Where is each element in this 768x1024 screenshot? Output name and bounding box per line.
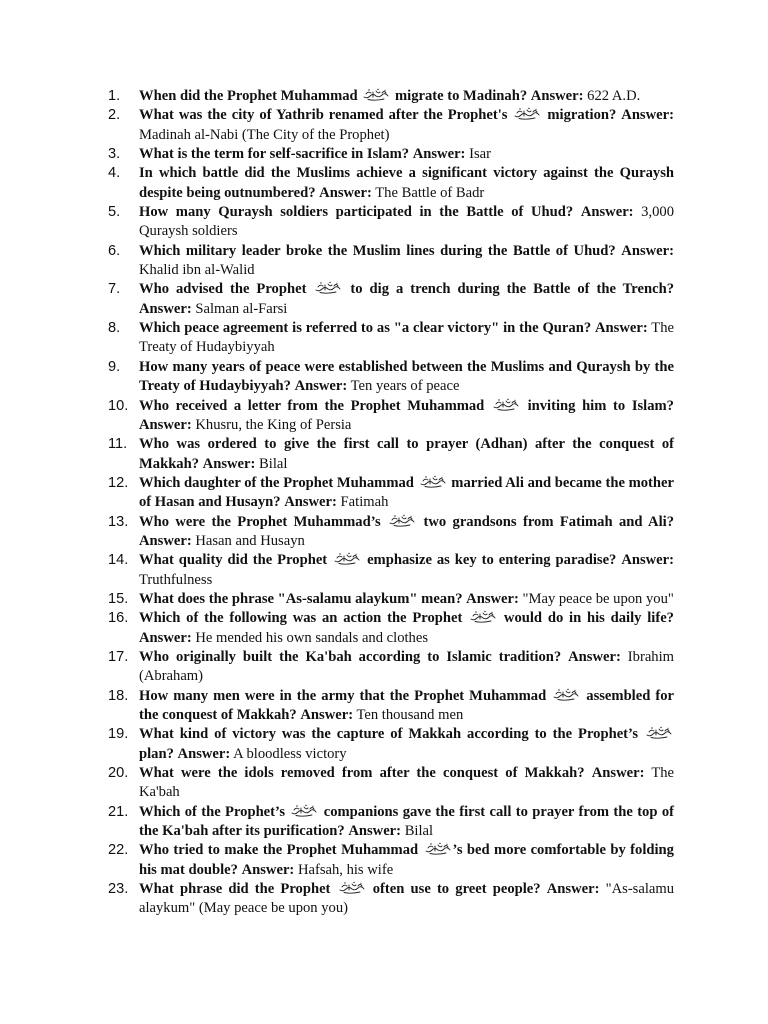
answer-text: A bloodless victory — [233, 745, 347, 762]
answer-text: 622 A.D. — [587, 88, 641, 104]
list-item — [108, 648, 674, 687]
answer-text: Hafsah, his wife — [297, 861, 394, 878]
item-number: 15. — [108, 590, 129, 607]
question-text: emphasize as key to entering paradise? — [367, 552, 617, 569]
question-text: Which of the Prophet’s — [139, 803, 286, 820]
item-number: 14. — [108, 552, 129, 569]
question-text: assembled for the conquest of Makkah? — [139, 687, 674, 723]
item-number: 19. — [108, 726, 129, 743]
item-number: 21. — [108, 803, 129, 820]
list-item — [108, 513, 674, 552]
question-text: Which peace agreement is referred to as "a clear victory" in the Quran? — [139, 320, 592, 337]
item-number: 20. — [108, 765, 129, 782]
answer-text: Ten years of peace — [350, 378, 460, 395]
answer-text: Ten thousand men — [356, 707, 464, 723]
question-text: married Ali and became the mother of Hasan and Husayn? — [139, 474, 674, 511]
answer-text: He mended his own sandals and clothes — [195, 629, 428, 646]
salawat-icon — [492, 398, 520, 411]
question-text: to dig a trench during the Battle of the Trench? — [350, 281, 674, 298]
question-text: would do in his daily life? — [503, 610, 674, 627]
list-item — [108, 609, 674, 648]
item-number: 7. — [108, 281, 121, 298]
answer-label: Answer: — [594, 320, 648, 337]
item-number: 16. — [108, 610, 129, 627]
question-text: When did the Prophet Muhammad — [139, 88, 358, 104]
item-number: 2. — [108, 107, 121, 124]
answer-label: Answer: — [621, 552, 675, 569]
item-number: 5. — [108, 204, 121, 221]
question-text: migrate to Madinah? — [394, 88, 528, 104]
salawat-icon — [333, 552, 361, 565]
salawat-icon — [338, 881, 366, 894]
question-text: Who were the Prophet Muhammad’s — [139, 513, 381, 530]
answer-text: Khalid ibn al-Walid — [139, 262, 255, 279]
item-number: 9. — [108, 358, 121, 375]
question-text: In which battle did the Muslims achieve a significant victory against the Quraysh despite being outnumbered? — [139, 165, 674, 201]
list-item — [108, 803, 674, 842]
list-item — [108, 764, 674, 803]
question-text: two grandsons from Fatimah and Ali? — [423, 513, 674, 530]
answer-text: Bilal — [259, 455, 288, 472]
answer-label: Answer: — [139, 416, 192, 433]
answer-text: The Battle of Badr — [375, 184, 485, 201]
question-text: What phrase did the Prophet — [139, 881, 331, 898]
answer-label: Answer: — [241, 861, 295, 878]
answer-label: Answer: — [530, 88, 584, 104]
item-number: 18. — [108, 687, 129, 704]
answer-text: Fatimah — [340, 494, 389, 511]
question-text: Who originally built the Ka'bah according to Islamic tradition? — [139, 648, 562, 665]
question-text: ’s bed more comfortable by folding his mat double? — [139, 842, 674, 878]
list-item — [108, 880, 674, 919]
salawat-icon — [362, 88, 390, 101]
answer-text: The Ka'bah — [139, 765, 675, 801]
answer-label: Answer: — [591, 765, 645, 782]
list-item — [108, 145, 674, 164]
question-text: What kind of victory was the capture of Makkah according to the Prophet’s — [139, 726, 639, 743]
list-item — [108, 590, 674, 609]
answer-label: Answer: — [466, 590, 519, 607]
question-text: What does the phrase "As-salamu alaykum" mean? — [139, 590, 463, 607]
answer-text: "May peace be upon you" — [522, 590, 674, 607]
item-number: 3. — [108, 146, 121, 163]
answer-label: Answer: — [139, 629, 192, 646]
item-number: 8. — [108, 320, 121, 337]
question-text: What is the term for self-sacrifice in Islam? — [139, 146, 410, 163]
answer-label: Answer: — [294, 378, 348, 395]
question-text: Which of the following was an action the Prophet — [139, 610, 463, 627]
question-text: How many Quraysh soldiers participated in the Battle of Uhud? — [139, 204, 574, 221]
item-number: 1. — [108, 88, 121, 104]
salawat-icon — [469, 610, 497, 623]
item-number: 12. — [108, 474, 129, 491]
question-text: migration? — [547, 107, 617, 124]
list-item — [108, 725, 674, 764]
question-text: What was the city of Yathrib renamed after the Prophet's — [139, 107, 508, 124]
salawat-icon — [314, 281, 342, 294]
question-text: How many years of peace were established between the Muslims and Quraysh by the Treaty of Hudaybiyyah? — [139, 358, 674, 395]
answer-label: Answer: — [139, 532, 192, 549]
question-text: Who was ordered to give the first call to prayer (Adhan) after the conquest of Makkah? — [139, 436, 674, 472]
list-item — [108, 203, 674, 242]
item-number: 6. — [108, 242, 121, 259]
answer-label: Answer: — [177, 745, 231, 762]
salawat-icon — [290, 804, 318, 817]
list-item — [108, 474, 674, 513]
item-number: 22. — [108, 842, 129, 859]
answer-label: Answer: — [546, 881, 600, 898]
question-text: companions gave the first call to prayer from the top of the Ka'bah after its purification? — [139, 803, 674, 840]
item-number: 4. — [108, 165, 121, 182]
list-item — [108, 551, 674, 590]
list-item — [108, 358, 674, 397]
question-text: Which military leader broke the Muslim lines during the Battle of Uhud? — [139, 242, 616, 259]
question-text: often use to greet people? — [372, 881, 541, 898]
list-item — [108, 280, 674, 319]
salawat-icon — [552, 688, 580, 701]
answer-text: Salman al-Farsi — [195, 300, 288, 317]
question-text: Who received a letter from the Prophet Muhammad — [139, 397, 485, 414]
answer-label: Answer: — [202, 455, 256, 472]
list-item — [108, 687, 674, 726]
answer-text: Bilal — [404, 823, 434, 840]
answer-label: Answer: — [568, 648, 621, 665]
answer-text: Ibrahim (Abraham) — [139, 648, 674, 685]
question-text: Who tried to make the Prophet Muhammad — [139, 842, 419, 859]
question-text: What were the idols removed from after the conquest of Makkah? — [139, 765, 585, 782]
item-number: 10. — [108, 397, 129, 414]
item-number: 17. — [108, 648, 129, 665]
answer-label: Answer: — [348, 823, 402, 840]
answer-label: Answer: — [139, 300, 192, 317]
list-item — [108, 164, 674, 203]
list-item — [108, 435, 674, 474]
answer-text: Isar — [469, 146, 491, 163]
salawat-icon — [419, 475, 447, 488]
question-text: Who advised the Prophet — [139, 281, 307, 298]
answer-label: Answer: — [319, 184, 372, 201]
list-item — [108, 319, 674, 358]
question-text: Which daughter of the Prophet Muhammad — [139, 474, 414, 491]
answer-text: "As-salamu alaykum" (May peace be upon you) — [139, 881, 675, 917]
answer-text: Madinah al-Nabi (The City of the Prophet) — [139, 126, 390, 143]
list-item — [108, 106, 674, 145]
answer-text: The Treaty of Hudaybiyyah — [139, 320, 674, 356]
answer-text: Hasan and Husayn — [195, 532, 305, 549]
item-number: 13. — [108, 513, 129, 530]
list-item — [108, 242, 674, 281]
item-number: 11. — [108, 436, 128, 453]
question-text: How many men were in the army that the Prophet Muhammad — [139, 687, 547, 704]
answer-label: Answer: — [621, 107, 674, 124]
answer-text: Khusru, the King of Persia — [195, 416, 352, 433]
answer-label: Answer: — [412, 146, 466, 163]
salawat-icon — [645, 726, 673, 739]
answer-label: Answer: — [300, 707, 354, 723]
question-text: plan? — [139, 745, 174, 762]
answer-label: Answer: — [580, 204, 634, 221]
salawat-icon — [424, 842, 452, 855]
salawat-icon — [388, 514, 416, 527]
list-item — [108, 841, 674, 880]
answer-text: 3,000 Quraysh soldiers — [139, 204, 675, 240]
item-number: 23. — [108, 881, 129, 898]
list-item — [108, 397, 674, 436]
answer-text: Truthfulness — [139, 571, 213, 588]
question-answer-list — [108, 87, 674, 919]
list-item — [108, 87, 674, 106]
question-text: What quality did the Prophet — [139, 552, 328, 569]
salawat-icon — [513, 107, 541, 120]
answer-label: Answer: — [284, 494, 337, 511]
question-text: inviting him to Islam? — [527, 397, 674, 414]
answer-label: Answer: — [621, 242, 674, 259]
